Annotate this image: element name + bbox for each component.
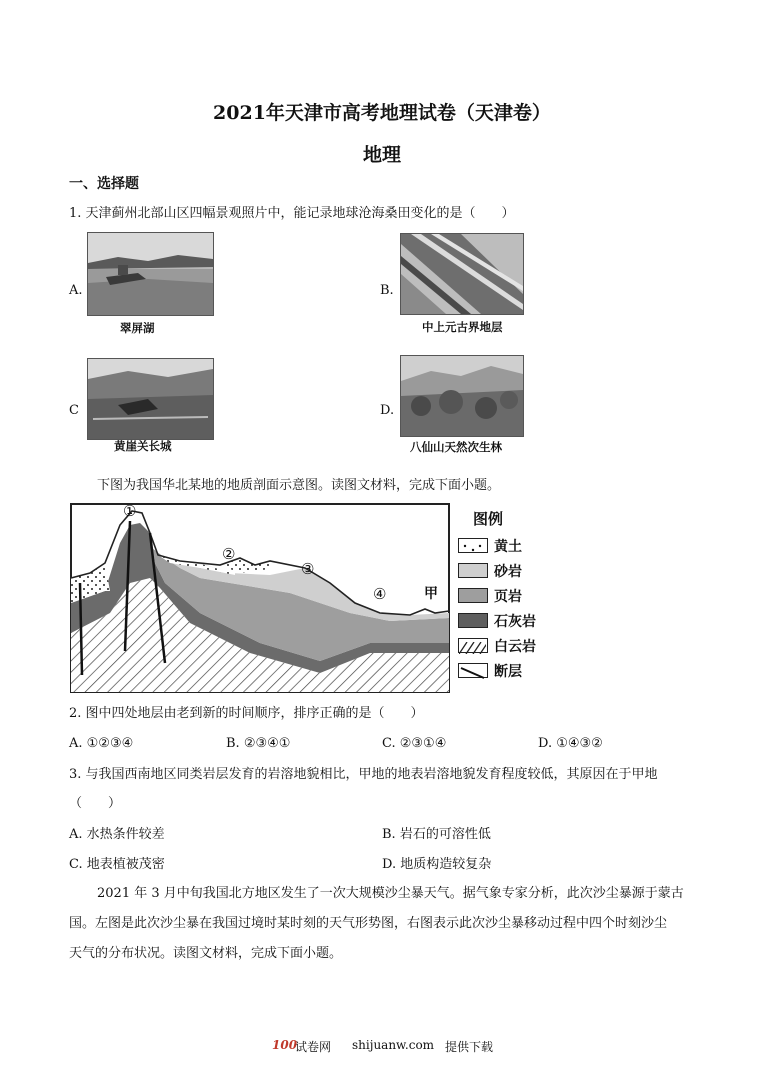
strata-photo-image — [401, 234, 523, 314]
q1-caption-d: 八仙山天然次生林 — [410, 440, 502, 454]
q1-photo-great-wall — [87, 358, 214, 440]
legend-swatch-dolomite — [458, 638, 488, 653]
page-subtitle: 地理 — [362, 144, 401, 166]
geologic-cross-section — [70, 503, 450, 693]
q3-option-d: D. 地质构造较复杂 — [382, 857, 492, 872]
passage-line-2: 国。左图是此次沙尘暴在我国过境时某时刻的天气形势图，右图表示此次沙尘暴移动过程中四个时刻沙尘 — [69, 916, 668, 931]
footer-domain[interactable]: shijuanw.com — [352, 1038, 435, 1052]
legend-swatch-limestone — [458, 613, 488, 628]
legend-label-limestone: 石灰岩 — [494, 614, 536, 630]
question-1-stem: 1. 天津蓟州北部山区四幅景观照片中，能记录地球沧海桑田变化的是（ ） — [69, 206, 515, 221]
question-3-stem-line1: 3. 与我国西南地区同类岩层发育的岩溶地貌相比，甲地的地表岩溶地貌发育程度较低，其原因在于甲地 — [69, 767, 658, 782]
footer-site-name: 试卷网 — [295, 1040, 332, 1054]
marker-2: ② — [222, 545, 236, 563]
passage-line-3: 天气的分布状况。读图文材料，完成下面小题。 — [69, 946, 343, 961]
q1-photo-strata — [400, 233, 524, 315]
q1-caption-b: 中上元古界地层 — [422, 320, 503, 334]
footer-logo: 100 — [272, 1038, 298, 1052]
q1-photo-lake — [87, 232, 214, 316]
q3-option-c: C. 地表植被茂密 — [69, 857, 165, 872]
great-wall-photo-image — [88, 359, 213, 439]
legend-title: 图例 — [473, 510, 504, 528]
q1-option-c-letter: C — [69, 403, 79, 418]
page-title: 2021年天津市高考地理试卷（天津卷） — [213, 102, 551, 124]
legend-swatch-shale — [458, 588, 488, 603]
q1-option-b-letter: B. — [380, 283, 394, 298]
legend-label-shale: 页岩 — [494, 589, 522, 605]
legend-swatch-fault — [458, 663, 488, 678]
footer-download-text: 提供下载 — [445, 1040, 494, 1054]
marker-1: ① — [123, 502, 137, 520]
q1-option-d-letter: D. — [380, 403, 395, 418]
lake-photo-image — [88, 233, 213, 315]
legend-label-sandstone: 砂岩 — [494, 564, 522, 580]
place-jia-label: 甲 — [424, 586, 438, 602]
q2-option-c: C. ②③①④ — [382, 736, 447, 751]
marker-3: ③ — [301, 560, 315, 578]
q3-option-b: B. 岩石的可溶性低 — [382, 827, 491, 842]
legend-label-dolomite: 白云岩 — [494, 639, 536, 655]
legend-label-fault: 断层 — [494, 664, 522, 680]
q2-option-d: D. ①④③② — [538, 736, 603, 751]
q3-option-a: A. 水热条件较差 — [69, 827, 165, 842]
q2-option-b: B. ②③④① — [226, 736, 291, 751]
passage-line-1: 2021 年 3 月中旬我国北方地区发生了一次大规模沙尘暴天气。据气象专家分析，此次沙尘暴源于蒙古 — [97, 886, 684, 901]
question-2-stem: 2. 图中四处地层由老到新的时间顺序，排序正确的是（ ） — [69, 706, 424, 721]
diagram-intro-text: 下图为我国华北某地的地质剖面示意图。读图文材料，完成下面小题。 — [97, 478, 501, 493]
q2-option-a: A. ①②③④ — [69, 736, 134, 751]
legend-label-loess: 黄土 — [494, 539, 522, 555]
q1-photo-forest — [400, 355, 524, 437]
legend-swatch-sandstone — [458, 563, 488, 578]
legend-swatch-loess — [458, 538, 488, 553]
q1-caption-c: 黄崖关长城 — [114, 439, 172, 453]
q1-caption-a: 翠屏湖 — [120, 321, 155, 335]
forest-photo-image — [401, 356, 523, 436]
section-heading: 一、选择题 — [69, 176, 139, 192]
q1-option-a-letter: A. — [69, 283, 83, 298]
question-3-stem-line2: （ ） — [69, 796, 122, 811]
marker-4: ④ — [373, 585, 387, 603]
